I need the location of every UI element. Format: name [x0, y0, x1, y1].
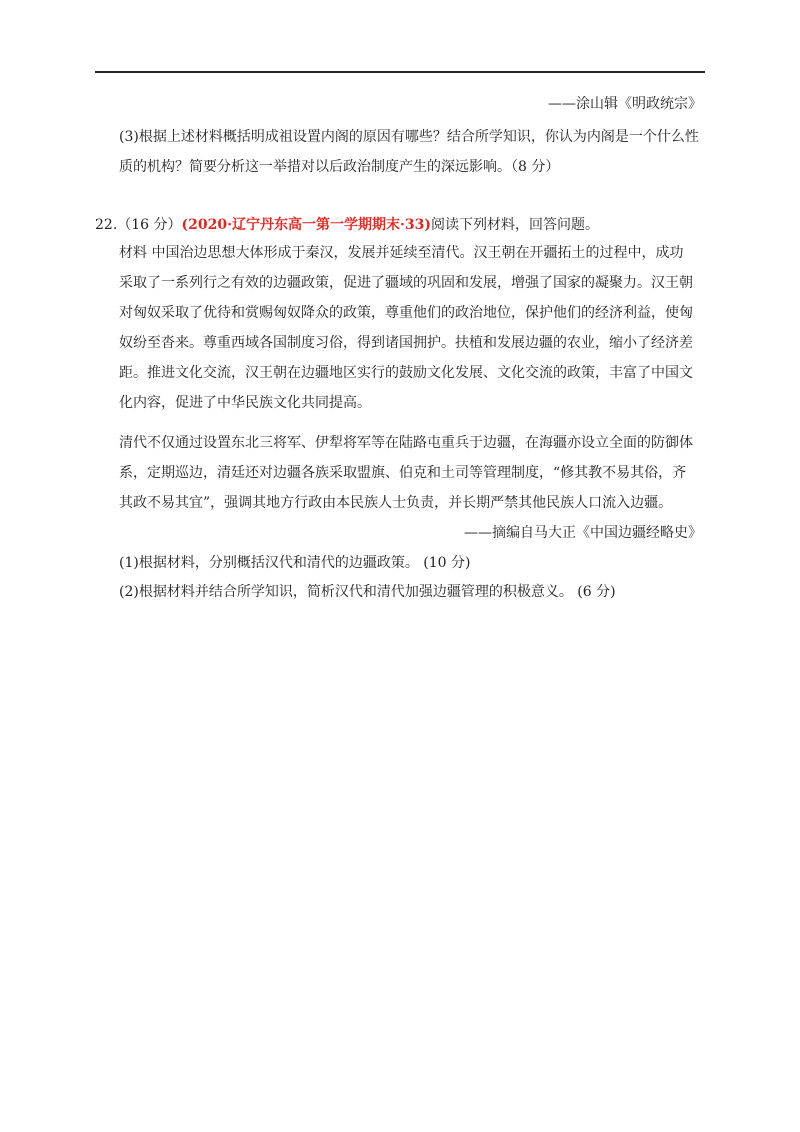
prev-subquestion-3-line-1: (3)根据上述材料概括明成祖设置内阁的原因有哪些？结合所学知识，你认为内阁是一个什么性 — [119, 129, 699, 145]
material-line: 对匈奴采取了优待和赏赐匈奴降众的政策，尊重他们的政治地位，保护他们的经济利益，使匈 — [119, 305, 693, 321]
material-source-citation: ——摘编自马大正《中国边疆经略史》 — [464, 525, 702, 541]
header-rule — [95, 71, 705, 73]
material-line: 其政不易其宜”，强调其地方行政由本民族人士负责，并长期严禁其他民族人口流入边疆。 — [119, 495, 673, 511]
question-prompt: 阅读下列材料，回答问题。 — [430, 217, 599, 233]
question-22-header — [95, 215, 599, 235]
material-line: 材料 中国治边思想大体形成于秦汉，发展并延续至清代。汉王朝在开疆拓土的过程中，成功 — [119, 245, 684, 261]
material-line: 距。推进文化交流，汉王朝在边疆地区实行的鼓励文化发展、文化交流的政策，丰富了中国文 — [119, 365, 693, 381]
subquestion-1: (1)根据材料，分别概括汉代和清代的边疆政策。 (10 分) — [119, 555, 471, 571]
question-number: 22.（16 分） — [95, 217, 182, 233]
prev-subquestion-3-line-2: 质的机构？简要分析这一举措对以后政治制度产生的深远影响。（8 分） — [119, 159, 560, 175]
prev-source-citation: ——涂山辑《明政统宗》 — [548, 96, 702, 112]
material-line: 清代不仅通过设置东北三将军、伊犁将军等在陆路屯重兵于边疆，在海疆亦设立全面的防御体 — [119, 435, 693, 451]
material-line: 采取了一系列行之有效的边疆政策，促进了疆域的巩固和发展，增强了国家的凝聚力。汉王朝 — [119, 275, 693, 291]
material-line: 化内容，促进了中华民族文化共同提高。 — [119, 395, 371, 411]
subquestion-2: (2)根据材料并结合所学知识，简析汉代和清代加强边疆管理的积极意义。 (6 分) — [119, 584, 616, 600]
question-source-tag: (2020·辽宁丹东高一第一学期期末·33) — [181, 217, 431, 233]
material-line: 奴纷至沓来。尊重西域各国制度习俗，得到诸国拥护。扶植和发展边疆的农业，缩小了经济差 — [119, 335, 693, 351]
material-line: 系，定期巡边，清廷还对边疆各族采取盟旗、伯克和土司等管理制度，“修其教不易其俗，齐 — [119, 465, 687, 481]
